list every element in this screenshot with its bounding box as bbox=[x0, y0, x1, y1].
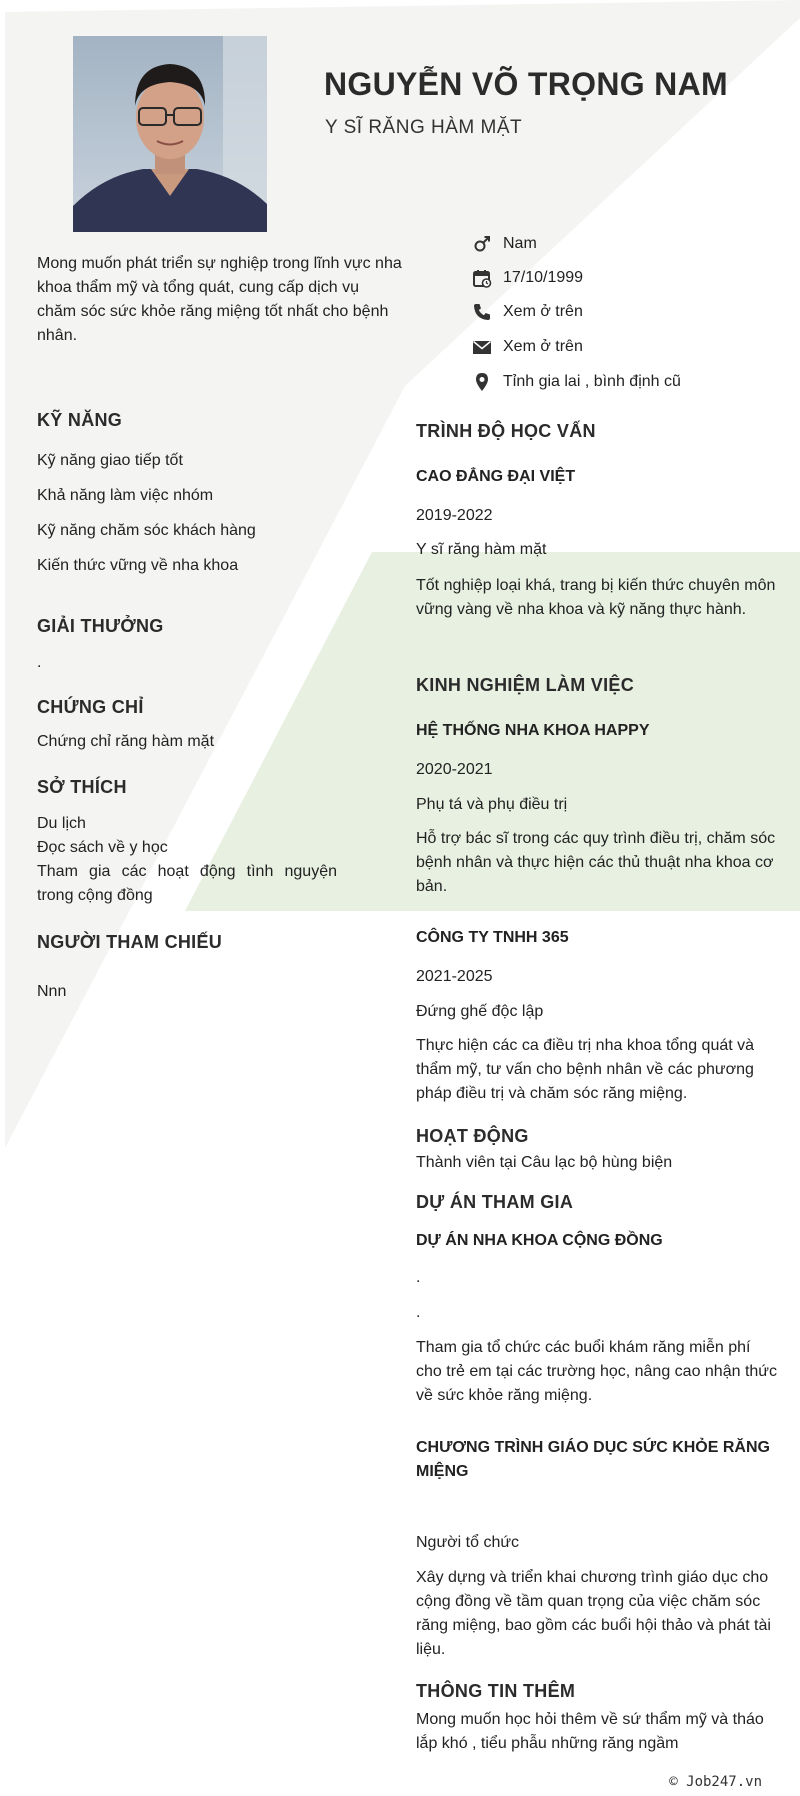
activities-heading: HOẠT ĐỘNG bbox=[416, 1126, 529, 1146]
education-heading: TRÌNH ĐỘ HỌC VẤN bbox=[416, 421, 596, 441]
contact-birthday bbox=[472, 266, 583, 290]
certificate-item: Chứng chỉ răng hàm mặt bbox=[37, 733, 215, 750]
skills-heading: KỸ NĂNG bbox=[37, 410, 123, 430]
hobby-item: Du lịch bbox=[37, 815, 86, 832]
project-detail: . bbox=[416, 1269, 421, 1286]
job-position: Đứng ghế độc lập bbox=[416, 1003, 544, 1020]
project-name: CHƯƠNG TRÌNH GIÁO DỤC SỨC KHỎE RĂNG MIỆNG bbox=[416, 1439, 770, 1480]
birthday-value: 17/10/1999 bbox=[503, 269, 584, 286]
location-pin-icon bbox=[472, 372, 492, 392]
job-position: Phụ tá và phụ điều trị bbox=[416, 796, 568, 813]
experience-heading: KINH NGHIỆM LÀM VIỆC bbox=[416, 675, 635, 695]
projects-heading: DỰ ÁN THAM GIA bbox=[416, 1192, 574, 1212]
contact-email bbox=[472, 335, 583, 359]
project-detail: . bbox=[416, 1304, 421, 1321]
certificates-heading: CHỨNG CHỈ bbox=[37, 697, 144, 717]
job-description: Thực hiện các ca điều trị nha khoa tổng quát và thẩm mỹ, tư vấn cho bệnh nhân về các phương pháp điều trị và chăm sóc răng miệng. bbox=[416, 1037, 755, 1102]
job-period: 2021-2025 bbox=[416, 968, 493, 985]
job-company: HỆ THỐNG NHA KHOA HAPPY bbox=[416, 722, 650, 739]
skill-item: Kỹ năng chăm sóc khách hàng bbox=[37, 522, 256, 539]
career-objective: Mong muốn phát triển sự nghiệp trong lĩnh vực nha khoa thẩm mỹ và tổng quát, cung cấp dịch vụ chăm sóc sức khỏe răng miệng tốt nhất cho bệnh nhân. bbox=[37, 255, 402, 344]
project-name: DỰ ÁN NHA KHOA CỘNG ĐỒNG bbox=[416, 1232, 663, 1249]
education-school: CAO ĐẲNG ĐẠI VIỆT bbox=[416, 468, 576, 485]
contact-address bbox=[472, 370, 681, 394]
job-description: Hỗ trợ bác sĩ trong các quy trình điều trị, chăm sóc bệnh nhân và thực hiện các thủ thuật nha khoa cơ bản. bbox=[416, 830, 776, 895]
education-description: Tốt nghiệp loại khá, trang bị kiến thức chuyên môn vững vàng về nha khoa và kỹ năng thực hành. bbox=[416, 577, 776, 618]
hobbies-heading: SỞ THÍCH bbox=[37, 777, 127, 797]
awards-text: . bbox=[37, 654, 42, 671]
hobbies-list bbox=[37, 812, 337, 908]
calendar-icon bbox=[472, 268, 492, 288]
gender-icon bbox=[472, 234, 492, 254]
job-period: 2020-2021 bbox=[416, 761, 493, 778]
hobby-item: Đọc sách về y học bbox=[37, 839, 168, 856]
job-company: CÔNG TY TNHH 365 bbox=[416, 929, 569, 946]
education-major: Y sĩ răng hàm mặt bbox=[416, 541, 547, 558]
project-role: Người tổ chức bbox=[416, 1534, 520, 1551]
email-value: Xem ở trên bbox=[503, 338, 583, 355]
skill-item: Kỹ năng giao tiếp tốt bbox=[37, 452, 183, 469]
contact-gender bbox=[472, 232, 537, 256]
footer-watermark: © Job247.vn bbox=[669, 1774, 762, 1790]
project-description: Tham gia tổ chức các buổi khám răng miễn phí cho trẻ em tại các trường học, nâng cao nhận thức về sức khỏe răng miệng. bbox=[416, 1339, 777, 1404]
additional-info-heading: THÔNG TIN THÊM bbox=[416, 1681, 576, 1701]
skill-item: Kiến thức vững về nha khoa bbox=[37, 557, 239, 574]
profile-photo bbox=[73, 36, 267, 232]
awards-heading: GIẢI THƯỞNG bbox=[37, 616, 164, 636]
phone-icon bbox=[472, 302, 492, 322]
activities-text: Thành viên tại Câu lạc bộ hùng biện bbox=[416, 1154, 673, 1171]
references-heading: NGƯỜI THAM CHIẾU bbox=[37, 932, 223, 952]
hobby-item: Tham gia các hoạt động tình nguyện trong cộng đồng bbox=[37, 863, 337, 904]
education-period: 2019-2022 bbox=[416, 507, 493, 524]
candidate-name: NGUYỄN VÕ TRỌNG NAM bbox=[324, 66, 728, 102]
job-title: Y SĨ RĂNG HÀM MẶT bbox=[325, 117, 523, 138]
references-text: Nnn bbox=[37, 983, 67, 1000]
skill-item: Khả năng làm việc nhóm bbox=[37, 487, 214, 504]
gender-value: Nam bbox=[503, 235, 537, 252]
additional-info-text: Mong muốn học hỏi thêm về sứ thẩm mỹ và tháo lắp khó , tiểu phẫu những răng ngầm bbox=[416, 1711, 764, 1752]
address-value: Tỉnh gia lai , bình định cũ bbox=[503, 373, 681, 390]
contact-phone bbox=[472, 300, 583, 324]
project-description: Xây dựng và triển khai chương trình giáo dục cho cộng đồng về tầm quan trọng của việc chăm sóc răng miệng, bao gồm các buổi hội thảo và phát tài liệu. bbox=[416, 1569, 771, 1658]
phone-value: Xem ở trên bbox=[503, 303, 583, 320]
email-icon bbox=[472, 337, 492, 357]
